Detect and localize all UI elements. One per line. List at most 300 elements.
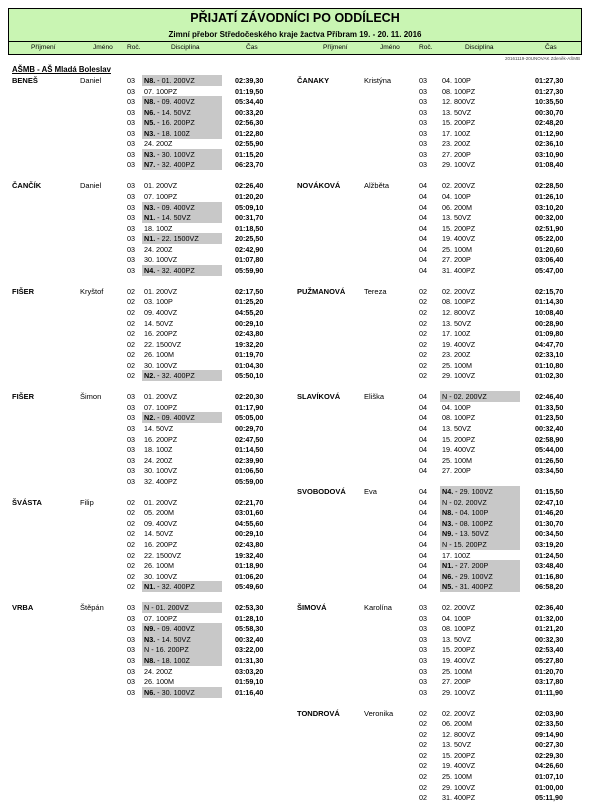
entry-discipline: 14. 50VZ — [144, 424, 174, 433]
entry-discipline: N9. - 09. 400VZ — [142, 623, 222, 634]
entry-year: 04 — [419, 561, 427, 571]
entry-discipline: 19. 400VZ — [442, 234, 476, 244]
entry-discipline: 12. 800VZ — [442, 97, 476, 107]
entry-year: 02 — [127, 529, 135, 539]
entry-discipline: 12. 800VZ — [442, 729, 476, 739]
entry-placement: N1. — [144, 213, 156, 223]
entry-discipline: 17. 100Z — [442, 128, 471, 138]
entry-discipline: 13. 50VZ — [442, 634, 472, 644]
entry-row — [0, 634, 590, 645]
entry-time: 03:10,20 — [535, 202, 564, 212]
entry-year: 03 — [419, 687, 427, 697]
entry-row — [0, 718, 590, 729]
entry-row — [0, 360, 590, 371]
entry-year: 03 — [419, 118, 427, 128]
entry-time: 02:53,40 — [535, 645, 564, 655]
entry-time: 01:27,30 — [535, 86, 564, 96]
entry-placement: N9. — [144, 624, 156, 634]
entry-discipline: N1. - 27. 200P — [440, 560, 520, 571]
entry-discipline: 29. 100VZ — [442, 687, 476, 697]
entry-discipline: 24. 200Z — [144, 139, 173, 149]
entry-discipline: N8. - 18. 100Z — [142, 655, 222, 666]
entry-time: 01:17,90 — [235, 402, 264, 412]
header-surname-right: Příjmení — [323, 44, 348, 51]
entry-discipline: 25. 100M — [442, 244, 472, 254]
entry-discipline: N8. - 01. 200VZ — [142, 75, 222, 86]
entry-time: 04:26,60 — [535, 761, 564, 771]
entry-discipline: 13. 50VZ — [442, 213, 472, 223]
entry-row — [0, 212, 590, 223]
entry-time: 00:29,70 — [235, 424, 264, 433]
entry-discipline: 18. 100Z — [144, 445, 173, 455]
entry-year: 03 — [419, 139, 427, 149]
entry-year: 04 — [419, 466, 427, 476]
entry-year: 02 — [419, 772, 427, 781]
entry-time: 05:49,60 — [235, 582, 264, 592]
entry-time: 01:26,10 — [535, 192, 564, 201]
entry-time: 02:26,40 — [235, 181, 264, 191]
entry-row — [0, 96, 590, 107]
entry-year: 02 — [127, 582, 135, 592]
entry-row — [0, 339, 590, 350]
entry-row — [0, 655, 590, 666]
entry-year: 03 — [127, 86, 135, 96]
entry-placement: N1. — [144, 234, 156, 244]
entry-year: 03 — [419, 634, 427, 644]
entry-year: 03 — [419, 677, 427, 687]
entry-year: 04 — [419, 234, 427, 244]
entry-time: 19:32,20 — [235, 339, 264, 349]
entry-row — [0, 402, 590, 413]
swimmer-first-name: Veronika — [364, 708, 394, 718]
swimmer-surname: SLAVÍKOVÁ — [297, 392, 341, 402]
entry-time: 03:01,60 — [235, 508, 264, 518]
entry-discipline: 19. 400VZ — [442, 656, 476, 665]
entry-row — [0, 497, 590, 508]
entry-time: 20:25,50 — [235, 234, 264, 244]
header-discipline: Disciplína — [171, 44, 200, 51]
entry-discipline: 06. 200M — [442, 719, 472, 729]
entry-year: 02 — [419, 719, 427, 729]
entry-discipline: 02. 200VZ — [442, 181, 476, 191]
entry-discipline: 02. 200VZ — [442, 286, 476, 296]
entry-row — [0, 254, 590, 265]
swimmer-surname: ŠVÁSTA — [12, 497, 42, 507]
header-discipline-right: Disciplína — [465, 44, 494, 51]
entry-year: 02 — [419, 318, 427, 328]
entry-year: 04 — [419, 244, 427, 254]
entry-time: 00:32,30 — [535, 634, 564, 644]
entry-year: 03 — [419, 149, 427, 159]
entry-year: 02 — [127, 318, 135, 328]
entry-discipline: 16. 200PZ — [144, 434, 178, 444]
entry-discipline: N5. - 31. 400PZ — [440, 581, 520, 592]
entry-time: 01:31,30 — [235, 656, 264, 665]
entry-year: 03 — [127, 687, 135, 697]
swimmer-surname: SVOBODOVÁ — [297, 487, 346, 497]
entry-year: 03 — [127, 223, 135, 233]
entry-year: 04 — [419, 508, 427, 518]
entry-time: 00:32,40 — [235, 634, 264, 644]
entry-discipline: 04. 100P — [442, 76, 471, 85]
entry-time: 05:50,10 — [235, 371, 264, 381]
entry-placement: N4. — [442, 487, 454, 497]
header-year: Roč. — [127, 44, 141, 51]
entry-discipline: N3. - 30. 100VZ — [142, 149, 222, 160]
entry-year: 03 — [127, 656, 135, 665]
entry-year: 02 — [127, 561, 135, 571]
entry-year: 02 — [419, 329, 427, 339]
entry-year: 03 — [127, 244, 135, 254]
entry-time: 00:31,70 — [235, 213, 264, 223]
entry-row — [0, 265, 590, 276]
entry-row — [0, 138, 590, 149]
entry-discipline: N - 02. 200VZ — [440, 497, 520, 508]
entry-year: 02 — [419, 371, 427, 381]
entry-discipline: N3. - 09. 400VZ — [142, 202, 222, 213]
entry-year: 03 — [127, 192, 135, 201]
swimmer-first-name: Eliška — [364, 392, 385, 402]
entry-time: 02:20,30 — [235, 392, 264, 402]
entry-year: 04 — [419, 518, 427, 528]
entry-placement: N3. — [144, 202, 156, 212]
entry-discipline: N6. - 29. 100VZ — [440, 571, 520, 582]
entry-time: 02:53,30 — [235, 603, 264, 613]
entry-row — [0, 370, 590, 381]
entry-row — [0, 455, 590, 466]
entry-placement: N8. — [144, 656, 156, 665]
entry-year: 02 — [419, 350, 427, 360]
entry-time: 02:56,30 — [235, 118, 264, 128]
entry-time: 05:11,90 — [535, 793, 563, 803]
entry-time: 01:14,30 — [535, 297, 564, 307]
entry-row — [0, 476, 590, 487]
entry-time: 02:39,30 — [235, 76, 264, 85]
entry-discipline: 25. 100M — [442, 455, 472, 465]
entry-year: 03 — [419, 76, 427, 85]
entry-time: 02:29,30 — [535, 750, 564, 760]
entry-year: 03 — [127, 76, 135, 85]
entry-row — [0, 602, 590, 613]
entry-time: 01:06,50 — [235, 466, 264, 476]
entry-discipline: N4. - 32. 400PZ — [142, 265, 222, 276]
entry-time: 05:59,90 — [235, 265, 264, 275]
entry-row — [0, 581, 590, 592]
entry-placement: N6. — [144, 687, 156, 697]
header-year-right: Roč. — [419, 44, 433, 51]
entry-row — [0, 465, 590, 476]
entry-discipline: 07. 100PZ — [144, 86, 178, 96]
entry-placement: N6. — [442, 571, 454, 581]
entry-year: 03 — [419, 107, 427, 117]
entry-time: 02:43,80 — [235, 540, 264, 549]
entry-row — [0, 86, 590, 97]
entry-year: 04 — [419, 529, 427, 539]
swimmer-first-name: Kryštof — [80, 286, 104, 296]
entry-discipline: 23. 200Z — [442, 350, 471, 360]
entry-placement: N3. — [144, 634, 156, 644]
entry-year: 03 — [127, 645, 135, 655]
entry-discipline: 30. 100VZ — [144, 360, 178, 370]
entry-time: 02:58,90 — [535, 434, 564, 444]
entry-time: 01:20,20 — [235, 192, 264, 201]
entry-year: 03 — [127, 255, 135, 265]
header-time: Čas — [246, 44, 258, 51]
swimmer-first-name: Tereza — [364, 286, 387, 296]
swimmer-surname: ŠIMOVÁ — [297, 603, 327, 613]
entry-year: 02 — [419, 297, 427, 307]
entry-discipline: 31. 400PZ — [442, 793, 476, 803]
entry-row — [0, 444, 590, 455]
entry-year: 02 — [127, 339, 135, 349]
entry-year: 04 — [419, 434, 427, 444]
entry-row — [0, 792, 590, 803]
entry-time: 00:29,10 — [235, 318, 264, 328]
swimmer-surname: BENEŠ — [12, 76, 38, 85]
entry-year: 04 — [419, 392, 427, 402]
entry-placement: N5. — [144, 118, 156, 128]
swimmer-first-name: Karolína — [364, 603, 392, 613]
entry-placement: N9. — [442, 529, 454, 539]
entry-row — [0, 623, 590, 634]
entry-row — [0, 412, 590, 423]
entry-time: 01:27,30 — [535, 76, 564, 85]
entry-discipline: 26. 100M — [144, 350, 174, 360]
entry-year: 04 — [419, 487, 427, 497]
entry-year: 02 — [419, 308, 427, 317]
entry-discipline: 08. 100PZ — [442, 297, 476, 307]
entry-row — [0, 318, 590, 329]
entry-placement: N8. — [144, 97, 156, 107]
entry-year: 03 — [127, 107, 135, 117]
entry-year: 04 — [419, 255, 427, 265]
entry-row — [0, 613, 590, 624]
entry-year: 02 — [127, 497, 135, 507]
entry-year: 02 — [127, 329, 135, 339]
entry-row — [0, 391, 590, 402]
entry-discipline: 19. 400VZ — [442, 761, 476, 771]
entry-discipline: 17. 100Z — [442, 329, 471, 339]
entry-discipline: 15. 200PZ — [442, 645, 476, 655]
entry-year: 02 — [419, 793, 427, 803]
club-name: AŠMB - AŠ Mladá Boleslav — [12, 65, 111, 74]
entry-year: 03 — [127, 613, 135, 623]
entry-year: 02 — [419, 708, 427, 718]
entry-placement: N1. — [144, 582, 156, 592]
entry-year: 02 — [127, 308, 135, 317]
entry-year: 04 — [419, 445, 427, 455]
entry-discipline: 26. 100M — [144, 561, 174, 571]
entry-discipline: 19. 400VZ — [442, 339, 476, 349]
entry-row — [0, 571, 590, 582]
entry-time: 01:10,80 — [535, 360, 564, 370]
entry-placement: N8. — [144, 76, 156, 85]
entry-time: 05:22,00 — [535, 234, 564, 244]
entry-time: 00:32,00 — [535, 213, 564, 223]
entry-placement: N2. — [144, 371, 156, 381]
entry-year: 03 — [419, 656, 427, 665]
entry-year: 02 — [127, 518, 135, 528]
entry-time: 01:21,20 — [535, 624, 564, 634]
entry-discipline: 25. 100M — [442, 666, 472, 676]
entry-time: 00:33,20 — [235, 107, 264, 117]
entry-time: 04:55,60 — [235, 518, 264, 528]
entry-discipline: 09. 400VZ — [144, 308, 178, 317]
swimmer-surname: NOVÁKOVÁ — [297, 181, 341, 191]
entry-row — [0, 296, 590, 307]
entry-discipline: N3. - 18. 100Z — [142, 128, 222, 139]
entry-discipline: 24. 200Z — [144, 244, 173, 254]
entry-discipline: N3. - 08. 100PZ — [440, 518, 520, 529]
entry-discipline: 02. 200VZ — [442, 603, 476, 613]
entry-year: 03 — [127, 128, 135, 138]
swimmer-surname: FIŠER — [12, 392, 35, 402]
entry-year: 03 — [127, 97, 135, 107]
entry-time: 01:18,50 — [235, 223, 264, 233]
entry-year: 03 — [127, 213, 135, 223]
entry-year: 03 — [127, 603, 135, 613]
entry-year: 03 — [127, 149, 135, 159]
entry-time: 04:55,20 — [235, 308, 264, 317]
entry-discipline: N1. - 14. 50VZ — [142, 212, 222, 223]
entry-discipline: 24. 200Z — [144, 455, 173, 465]
entry-discipline: 23. 200Z — [442, 139, 471, 149]
entry-row — [0, 560, 590, 571]
entry-year: 03 — [419, 645, 427, 655]
entry-year: 03 — [127, 666, 135, 676]
entry-discipline: 31. 400PZ — [442, 265, 476, 275]
entry-time: 01:19,70 — [235, 350, 264, 360]
entry-discipline: N2. - 09. 400VZ — [142, 412, 222, 423]
entry-discipline: N2. - 32. 400PZ — [142, 370, 222, 381]
entry-time: 02:36,10 — [535, 139, 564, 149]
entry-year: 03 — [419, 666, 427, 676]
entry-discipline: N6. - 30. 100VZ — [142, 687, 222, 698]
entry-discipline: 13. 50VZ — [442, 424, 472, 433]
entry-discipline: 13. 50VZ — [442, 318, 472, 328]
entry-year: 04 — [419, 265, 427, 275]
entry-year: 04 — [419, 540, 427, 549]
entry-row — [0, 539, 590, 550]
entry-row — [0, 202, 590, 213]
entry-discipline: 18. 100Z — [144, 223, 173, 233]
entry-year: 04 — [419, 424, 427, 433]
entry-time: 03:17,80 — [535, 677, 564, 687]
entry-year: 04 — [419, 582, 427, 592]
entry-discipline: N - 15. 200PZ — [440, 539, 520, 550]
entry-row — [0, 729, 590, 740]
entry-row — [0, 528, 590, 539]
entry-time: 02:47,50 — [235, 434, 264, 444]
event-subtitle: Zimní přebor Středočeského kraje žactva Příbram 19. - 20. 11. 2016 — [8, 28, 582, 42]
entry-time: 01:07,80 — [235, 255, 264, 265]
entry-time: 19:32,40 — [235, 550, 264, 560]
entry-row — [0, 687, 590, 698]
swimmer-first-name: Eva — [364, 487, 377, 497]
entry-time: 03:10,90 — [535, 149, 564, 159]
entry-discipline: 25. 100M — [442, 772, 472, 781]
entry-time: 03:34,50 — [535, 466, 564, 476]
entry-time: 02:42,90 — [235, 244, 264, 254]
entry-year: 03 — [419, 160, 427, 170]
entry-discipline: N6. - 14. 50VZ — [142, 107, 222, 118]
entry-time: 05:58,30 — [235, 624, 264, 634]
entry-time: 01:22,80 — [235, 128, 264, 138]
entry-row — [0, 434, 590, 445]
entry-year: 04 — [419, 413, 427, 423]
entry-discipline: N4. - 29. 100VZ — [440, 486, 520, 497]
entry-discipline: 03. 100P — [144, 297, 173, 307]
entry-year: 04 — [419, 550, 427, 560]
entry-year: 03 — [127, 466, 135, 476]
entry-time: 02:55,90 — [235, 139, 264, 149]
page-title: PŘIJATÍ ZÁVODNÍCI PO ODDÍLECH — [8, 8, 582, 29]
entry-discipline: 13. 50VZ — [442, 740, 472, 750]
entry-time: 01:16,80 — [535, 571, 564, 581]
entry-time: 01:32,00 — [535, 613, 564, 623]
entry-discipline: 12. 800VZ — [442, 308, 476, 317]
entry-discipline: 22. 1500VZ — [144, 339, 182, 349]
entry-discipline: 24. 200Z — [144, 666, 173, 676]
entry-time: 01:09,80 — [535, 329, 564, 339]
entry-row — [0, 708, 590, 719]
entry-year: 02 — [419, 729, 427, 739]
entry-time: 01:12,90 — [535, 128, 564, 138]
entry-year: 03 — [127, 634, 135, 644]
entry-discipline: 27. 200P — [442, 677, 471, 687]
entry-time: 02:17,50 — [235, 286, 264, 296]
entry-placement: N4. — [144, 265, 156, 275]
entry-row — [0, 782, 590, 793]
entry-year: 04 — [419, 497, 427, 507]
entry-row — [0, 159, 590, 170]
entry-discipline: 07. 100PZ — [144, 613, 178, 623]
entry-year: 03 — [127, 160, 135, 170]
header-first: Jméno — [93, 44, 113, 51]
entry-discipline: 15. 200PZ — [442, 118, 476, 128]
entry-time: 02:33,10 — [535, 350, 564, 360]
entry-time: 02:03,90 — [535, 708, 564, 718]
entry-time: 01:11,90 — [535, 687, 563, 697]
entry-discipline: 16. 200PZ — [144, 540, 178, 549]
entry-year: 03 — [127, 181, 135, 191]
entry-year: 03 — [127, 445, 135, 455]
entry-row — [0, 666, 590, 677]
entry-year: 03 — [127, 265, 135, 275]
swimmer-first-name: Daniel — [80, 181, 102, 191]
entry-discipline: 05. 200M — [144, 508, 174, 518]
entry-row — [0, 75, 590, 86]
entry-row — [0, 750, 590, 761]
entry-time: 06:58,20 — [535, 582, 564, 592]
entry-year: 02 — [419, 339, 427, 349]
entry-row — [0, 349, 590, 360]
swimmer-surname: PUŽMANOVÁ — [297, 286, 346, 296]
entry-year: 03 — [127, 455, 135, 465]
entry-year: 04 — [419, 223, 427, 233]
entry-row — [0, 233, 590, 244]
entry-discipline: 29. 100VZ — [442, 371, 476, 381]
swimmer-surname: ČANAKY — [297, 76, 330, 85]
swimmer-first-name: Šimon — [80, 392, 102, 402]
entry-time: 01:28,10 — [235, 613, 264, 623]
entry-year: 03 — [419, 624, 427, 634]
entry-time: 01:26,50 — [535, 455, 564, 465]
entry-year: 02 — [127, 571, 135, 581]
entry-year: 03 — [127, 413, 135, 423]
entry-discipline: N9. - 13. 50VZ — [440, 528, 520, 539]
entry-discipline: 01. 200VZ — [144, 392, 178, 402]
